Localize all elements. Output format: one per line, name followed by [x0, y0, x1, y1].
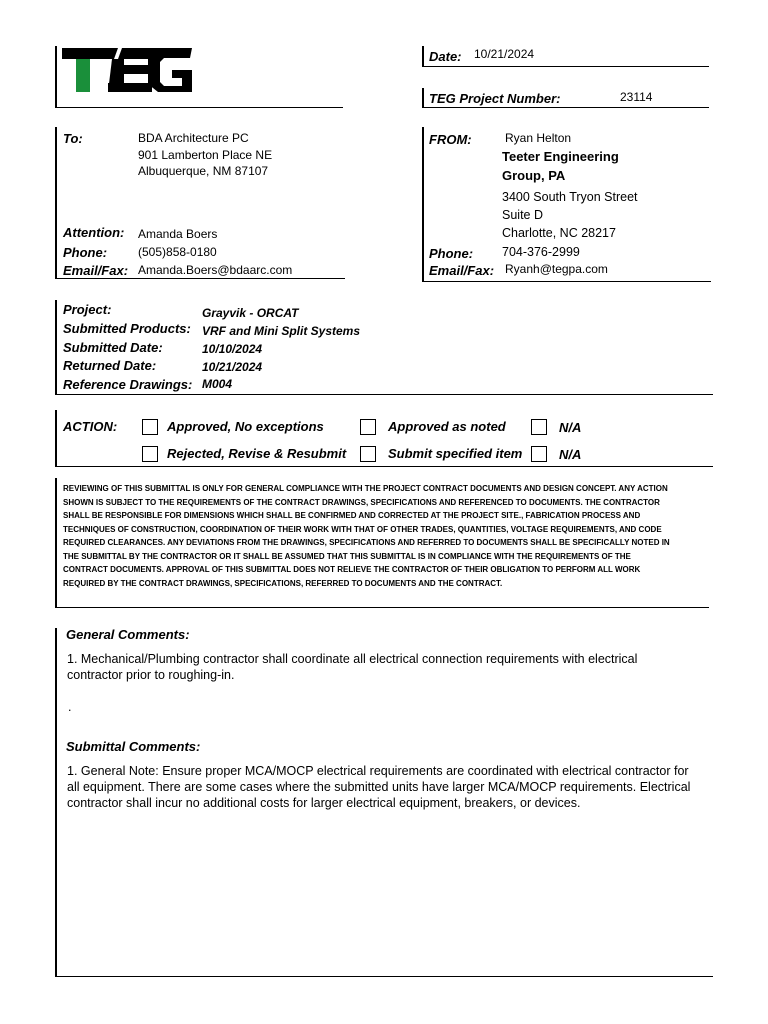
- submitted-date-value: 10/10/2024: [202, 342, 263, 356]
- na-checkbox-1[interactable]: [531, 419, 547, 435]
- na-label-1: N/A: [559, 420, 582, 435]
- project-left-border: [55, 300, 57, 395]
- approved-as-noted-label: Approved as noted: [388, 419, 506, 434]
- general-comment-line: 1. Mechanical/Plumbing contractor shall coordinate all electrical connection requirements with electrical: [67, 652, 638, 666]
- from-company-line1: Teeter Engineering: [502, 149, 619, 164]
- project-value: Grayvik - ORCAT: [202, 306, 299, 320]
- submitted-date-label: Submitted Date:: [63, 340, 163, 355]
- reference-drawings-label: Reference Drawings:: [63, 377, 193, 392]
- disclaimer-line: CONTRACT DOCUMENTS. APPROVAL OF THIS SUBMITTAL DOES NOT RELIEVE THE CONTRACTOR OF THEIR OBLIGATION TO PERFORM ALL WORK: [63, 565, 641, 574]
- to-email-label: Email/Fax:: [63, 263, 129, 278]
- to-email-value: Amanda.Boers@bdaarc.com: [138, 263, 293, 277]
- disclaimer-left-border: [55, 478, 57, 607]
- project-label: Project:: [63, 302, 112, 317]
- approved-as-noted-checkbox[interactable]: [360, 419, 376, 435]
- comments-underline: [55, 976, 713, 977]
- disclaimer-line: SHALL BE RESPONSIBLE FOR DIMENSIONS WHICH SHALL BE CONFIRMED AND CORRECTED AT THE PROJECT SITE., FABRICATION PROCESS AND: [63, 511, 641, 520]
- submittal-comments-heading: Submittal Comments:: [66, 739, 201, 754]
- approved-no-exceptions-checkbox[interactable]: [142, 419, 158, 435]
- to-label: To:: [63, 131, 83, 146]
- returned-date-value: 10/21/2024: [202, 360, 263, 374]
- to-line1: BDA Architecture PC: [138, 131, 249, 145]
- approved-no-exceptions-label: Approved, No exceptions: [167, 419, 324, 434]
- logo-e-bottom: [108, 83, 152, 92]
- date-value: 10/21/2024: [474, 47, 535, 61]
- from-address2: Suite D: [502, 208, 543, 222]
- disclaimer-line: TECHNIQUES OF CONSTRUCTION, COORDINATION OF THEIR WORK WITH THAT OF OTHER TRADES, QUANTITIES, VOLTAGE REQUIREMENTS, AND CODE: [63, 524, 662, 534]
- from-name: Ryan Helton: [505, 131, 572, 145]
- logo-t-stem: [76, 59, 90, 92]
- to-underline: [55, 278, 345, 279]
- logo-g-body: [148, 48, 192, 92]
- action-label: ACTION:: [63, 419, 118, 434]
- from-email-value: Ryanh@tegpa.com: [505, 262, 608, 276]
- disclaimer-line: THE SUBMITTAL BY THE CONTRACTOR OR IT SHALL BE ASSUMED THAT THIS SUBMITTAL IS IN COMPLIANCE WITH THE REQUIREMENTS OF THE: [63, 551, 631, 561]
- project-number-value: 23114: [620, 90, 653, 104]
- to-left-border: [55, 127, 57, 278]
- submittal-comment-line: all equipment. There are some cases where the submitted units have larger MCA/MOCP requirements. Electrical: [67, 780, 691, 794]
- disclaimer-line: REVIEWING OF THIS SUBMITTAL IS ONLY FOR GENERAL COMPLIANCE WITH THE PROJECT CONTRACT DOCUMENTS AND DESIGN CONCEPT. ANY ACTION: [63, 484, 668, 493]
- disclaimer-text: [63, 482, 713, 590]
- from-label: FROM:: [429, 132, 472, 147]
- logo-left-border: [55, 46, 57, 108]
- from-address1: 3400 South Tryon Street: [502, 190, 638, 204]
- general-comments-text: [67, 651, 712, 683]
- from-phone-label: Phone:: [429, 246, 474, 261]
- submittal-comment-line: 1. General Note: Ensure proper MCA/MOCP electrical requirements are coordinated with electrical contractor for: [67, 764, 689, 778]
- from-left-border: [422, 127, 424, 282]
- comments-left-border: [55, 628, 57, 976]
- date-underline: [422, 66, 709, 67]
- general-comment-dot: .: [68, 700, 72, 714]
- project-number-left-border: [422, 88, 424, 108]
- project-number-label: TEG Project Number:: [429, 91, 561, 106]
- disclaimer-line: SHOWN IS SUBJECT TO THE REQUIREMENTS OF THE CONTRACT DRAWINGS, SPECIFICATIONS AND REFERENCED TO DOCUMENTS. THE CONTRACTOR: [63, 497, 660, 507]
- teg-logo: [60, 46, 196, 94]
- disclaimer-line: REQUIRED CLEARANCES. ANY DEVIATIONS FROM THE DRAWINGS, SPECIFICATIONS AND REFERRED TO DOCUMENTS SHALL BE SPECIFICALLY NOTED IN: [63, 538, 670, 547]
- submittal-comment-line: contractor shall incur no additional costs for larger electrical equipment, breakers, or devices.: [67, 796, 581, 810]
- to-phone-value: (505)858-0180: [138, 245, 217, 259]
- products-label: Submitted Products:: [63, 321, 191, 336]
- action-left-border: [55, 410, 57, 466]
- from-underline: [422, 281, 711, 282]
- logo-underline: [55, 107, 343, 108]
- from-email-label: Email/Fax:: [429, 263, 495, 278]
- na-checkbox-2[interactable]: [531, 446, 547, 462]
- disclaimer-line: REQUIRED BY THE CONTRACT DRAWINGS, SPECIFICATIONS, REFERRED TO DOCUMENTS AND THE CONTRACT.: [63, 578, 503, 588]
- from-company-line2: Group, PA: [502, 168, 566, 183]
- to-line2: 901 Lamberton Place NE: [138, 148, 273, 162]
- to-line3: Albuquerque, NM 87107: [138, 164, 269, 178]
- general-comment-line: contractor prior to roughing-in.: [67, 668, 235, 682]
- submit-specified-item-checkbox[interactable]: [360, 446, 376, 462]
- from-phone-value: 704-376-2999: [502, 245, 580, 259]
- from-address3: Charlotte, NC 28217: [502, 226, 616, 240]
- returned-date-label: Returned Date:: [63, 358, 157, 373]
- attention-value: Amanda Boers: [138, 227, 218, 241]
- date-left-border: [422, 46, 424, 66]
- reference-drawings-value: M004: [202, 377, 233, 391]
- rejected-revise-resubmit-checkbox[interactable]: [142, 446, 158, 462]
- action-underline: [55, 466, 713, 467]
- logo-t-bar: [62, 48, 118, 59]
- disclaimer-underline: [55, 607, 709, 608]
- project-underline: [55, 394, 713, 395]
- general-comments-heading: General Comments:: [66, 627, 190, 642]
- attention-label: Attention:: [63, 225, 125, 240]
- submit-specified-item-label: Submit specified item: [388, 446, 523, 461]
- rejected-revise-resubmit-label: Rejected, Revise & Resubmit: [167, 446, 347, 461]
- na-label-2: N/A: [559, 447, 582, 462]
- project-number-underline: [422, 107, 709, 108]
- submittal-comments-text: [67, 763, 712, 811]
- date-label: Date:: [429, 49, 462, 64]
- products-value: VRF and Mini Split Systems: [202, 324, 361, 338]
- to-phone-label: Phone:: [63, 245, 108, 260]
